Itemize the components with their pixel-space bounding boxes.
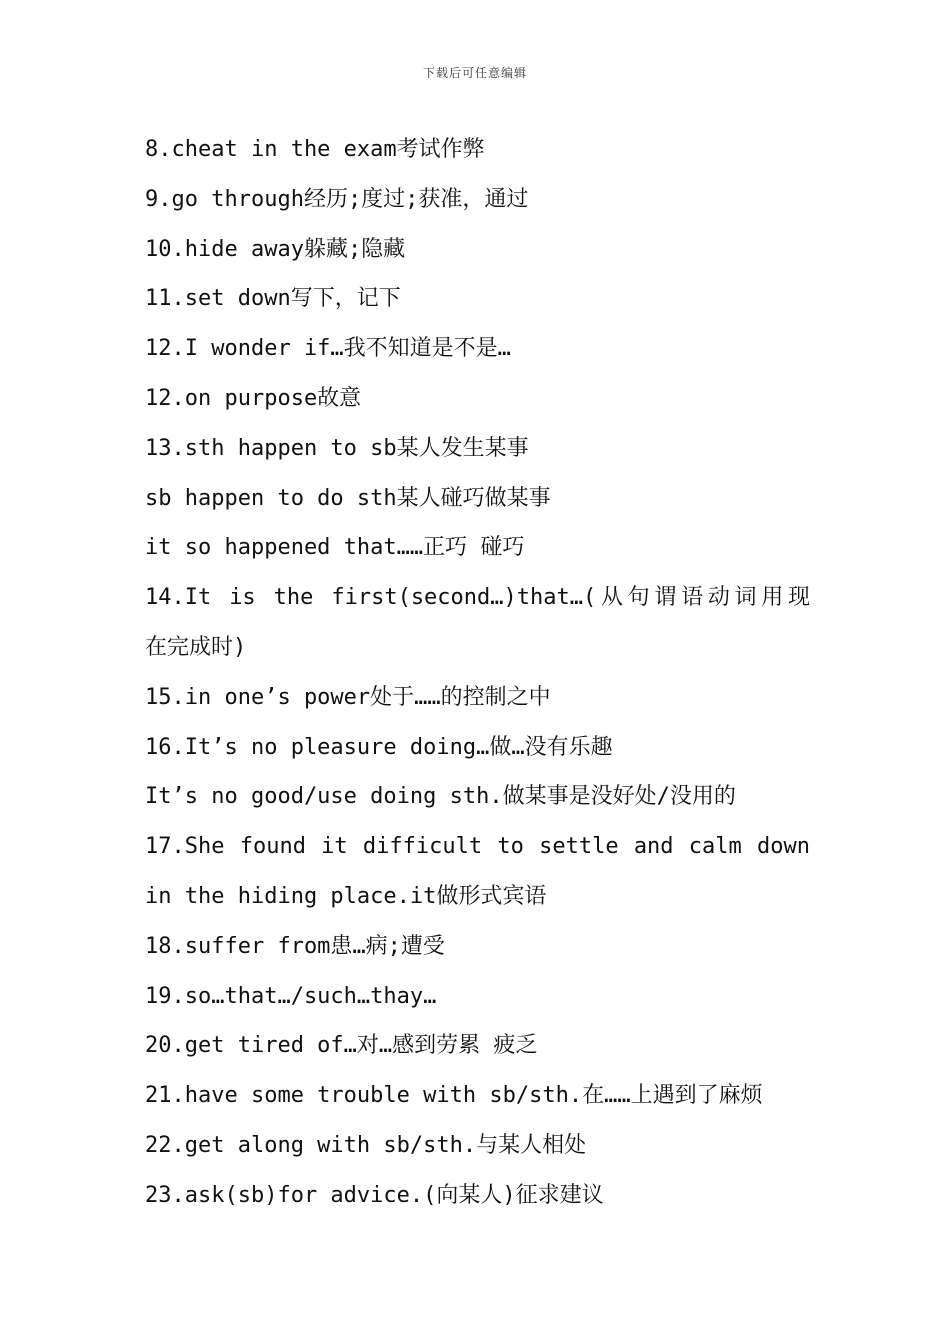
phrase-line: 在完成时) bbox=[145, 634, 247, 660]
phrase-line: 14.It is the first(second…)that…(从句谓语动词用现 bbox=[145, 585, 810, 611]
phrase-line: 17.She found it difficult to settle and calm down bbox=[145, 834, 810, 860]
phrase-line: 10.hide away躲藏;隐藏 bbox=[145, 236, 406, 262]
page-header: 下载后可任意编辑 bbox=[422, 66, 527, 80]
phrase-line: 9.go through经历;度过;获准，通过 bbox=[145, 186, 529, 212]
phrase-line: 18.suffer from患…病;遭受 bbox=[145, 933, 445, 959]
phrase-line: 12.on purpose故意 bbox=[145, 385, 362, 411]
phrase-line: 16.It’s no pleasure doing…做…没有乐趣 bbox=[145, 734, 613, 760]
phrase-line: 12.I wonder if…我不知道是不是… bbox=[145, 336, 511, 362]
phrase-line: 19.so…that…/such…thay… bbox=[145, 983, 437, 1009]
phrase-line: in the hiding place.it做形式宾语 bbox=[145, 883, 547, 909]
phrase-line: sb happen to do sth某人碰巧做某事 bbox=[145, 485, 551, 511]
phrase-line: 20.get tired of…对…感到劳累 疲乏 bbox=[145, 1033, 538, 1059]
phrase-line: 11.set down写下，记下 bbox=[145, 286, 401, 312]
phrase-line: 15.in one’s power处于……的控制之中 bbox=[145, 684, 551, 710]
phrase-line: 22.get along with sb/sth.与某人相处 bbox=[145, 1132, 587, 1158]
phrase-list bbox=[145, 130, 810, 1226]
phrase-line: 8.cheat in the exam考试作弊 bbox=[145, 137, 485, 162]
phrase-line: It’s no good/use doing sth.做某事是没好处/没用的 bbox=[145, 784, 736, 810]
phrase-line: 21.have some trouble with sb/sth.在……上遇到了麻烦 bbox=[145, 1083, 763, 1109]
phrase-line: 23.ask(sb)for advice.(向某人)征求建议 bbox=[145, 1182, 604, 1208]
phrase-line: 13.sth happen to sb某人发生某事 bbox=[145, 435, 529, 461]
phrase-line: it so happened that……正巧 碰巧 bbox=[145, 535, 525, 561]
